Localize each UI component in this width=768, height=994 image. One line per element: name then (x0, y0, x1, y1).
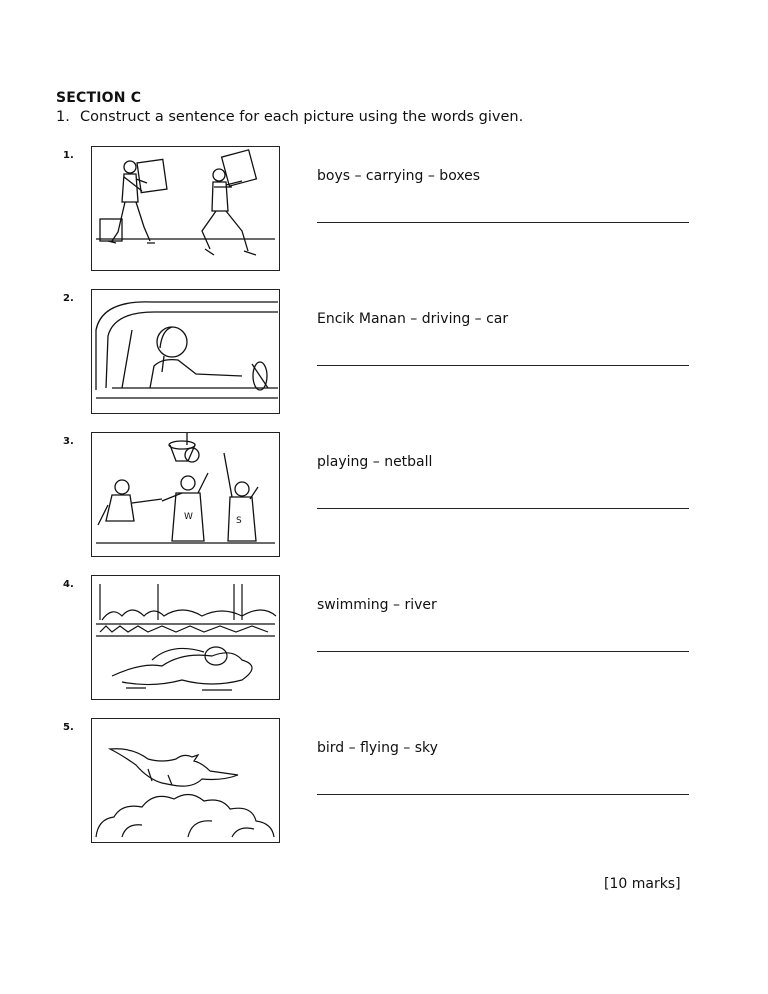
svg-text:W: W (184, 512, 193, 522)
total-marks: [10 marks] (604, 876, 681, 892)
word-prompt: boys – carrying – boxes (317, 168, 481, 184)
question-number: 5. (63, 722, 74, 733)
man-driving-car-picture (91, 289, 280, 414)
question-1 (0, 146, 768, 276)
section-title: SECTION C (56, 90, 142, 106)
question-3 (0, 432, 768, 562)
svg-text:S: S (236, 516, 242, 526)
answer-line[interactable] (317, 794, 689, 795)
instruction (56, 109, 523, 125)
girls-playing-netball-picture (91, 432, 280, 557)
answer-line[interactable] (317, 365, 689, 366)
answer-line[interactable] (317, 651, 689, 652)
question-2 (0, 289, 768, 419)
boys-carrying-boxes-picture (91, 146, 280, 271)
instruction-text: Construct a sentence for each picture using the words given. (80, 109, 524, 125)
word-prompt: Encik Manan – driving – car (317, 311, 509, 327)
question-number: 1. (63, 150, 74, 161)
question-number: 4. (63, 579, 74, 590)
question-5 (0, 718, 768, 848)
instruction-number: 1. (56, 109, 70, 125)
word-prompt: playing – netball (317, 454, 433, 470)
question-number: 3. (63, 436, 74, 447)
boy-swimming-river-picture (91, 575, 280, 700)
answer-line[interactable] (317, 508, 689, 509)
word-prompt: swimming – river (317, 597, 437, 613)
question-4 (0, 575, 768, 705)
word-prompt: bird – flying – sky (317, 740, 438, 756)
question-number: 2. (63, 293, 74, 304)
answer-line[interactable] (317, 222, 689, 223)
bird-flying-sky-picture (91, 718, 280, 843)
